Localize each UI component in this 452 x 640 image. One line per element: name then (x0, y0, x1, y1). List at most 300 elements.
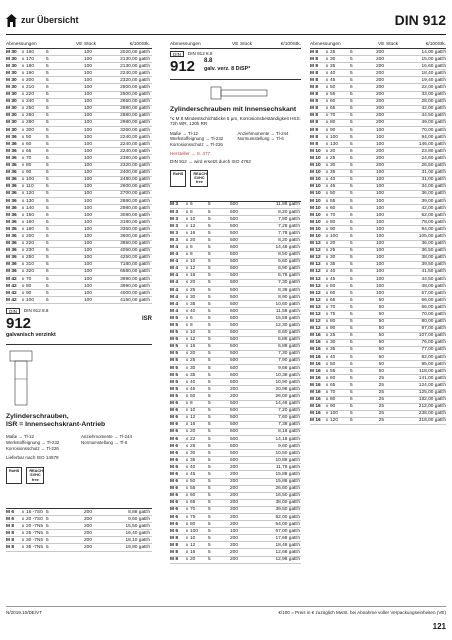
manufacturer-note[interactable]: Hersteller → S. 477 (170, 151, 211, 157)
ve-value: 5 (208, 557, 211, 563)
times-sign: x (21, 241, 25, 247)
price-value: 2650,00 gaEh (120, 99, 150, 105)
price-value: 10,50 gaEh (275, 450, 300, 456)
price-value: 12,98 gaEh (275, 557, 300, 563)
price-value: 39,50 gaEh (421, 262, 446, 268)
table-rows-left (6, 49, 152, 304)
table-row (170, 365, 301, 372)
times-sign: x (325, 85, 329, 91)
table-row (6, 530, 152, 537)
table-row (170, 259, 301, 266)
table-row (310, 219, 446, 226)
ve-value: 5 (46, 113, 49, 119)
compliance-badges (6, 467, 152, 484)
times-sign: x (325, 354, 329, 360)
times-sign: x (325, 113, 329, 119)
ve-value: 5 (208, 521, 211, 527)
price-value: 26,00 gaEh (275, 393, 300, 399)
pieces-value: 25 (378, 397, 384, 403)
ref-corrosion[interactable]: Korrosionsschutz → Tl-226 (170, 141, 223, 147)
length: 8 (190, 401, 193, 407)
ve-value: 5 (350, 113, 353, 119)
table-row (6, 297, 152, 304)
times-sign: x (325, 241, 329, 247)
price-value: 3260,00 gaEh (120, 127, 150, 133)
price-value: 70,00 gaEh (421, 312, 446, 318)
price-value: 3180,00 gaEh (120, 219, 150, 225)
table-row (310, 390, 446, 397)
length: 70 (330, 113, 336, 119)
table-row (310, 134, 446, 141)
ve-value: 5 (208, 393, 211, 399)
table-row (6, 283, 152, 290)
table-row (310, 382, 446, 389)
ref-torque[interactable]: Anziehmomente → Tl-244 (237, 130, 289, 136)
length: 160 (26, 219, 35, 225)
ve-value: 5 (46, 184, 49, 190)
length: 6 (190, 315, 193, 321)
thread-size: M 6 (170, 486, 178, 492)
ve-value: 5 (208, 244, 211, 250)
times-sign: x (185, 351, 189, 357)
header-price: €/100Stk. (425, 41, 446, 47)
ve-value: 5 (46, 219, 49, 225)
thread-size: M 6 (170, 514, 178, 520)
length: 30 (330, 255, 336, 261)
times-sign: x (325, 148, 329, 154)
ve-value: 5 (350, 354, 353, 360)
length: 40 (330, 177, 336, 183)
length: 210 (26, 85, 35, 91)
times-sign: x (325, 212, 329, 218)
times-sign: x (21, 148, 25, 154)
price-value: 3990,00 gaEh (120, 276, 150, 282)
price-value: 4000,00 gaEh (120, 290, 150, 296)
pieces-value: 500 (229, 280, 238, 286)
pieces-value: 500 (229, 450, 238, 456)
pieces-value: 100 (375, 269, 384, 275)
times-sign: x (21, 509, 25, 515)
price-value: 62,00 gaEh (421, 212, 446, 218)
back-to-overview-link[interactable]: zur Übersicht (21, 15, 79, 25)
table-row (170, 337, 301, 344)
times-sign: x (325, 262, 329, 268)
ve-value: 5 (46, 226, 49, 232)
pieces-value: 200 (83, 544, 92, 550)
ve-value: 5 (46, 262, 49, 268)
thread-size: M 10 (310, 148, 321, 154)
table-row (310, 127, 446, 134)
ve-value: 5 (350, 390, 353, 396)
length: 22 (190, 436, 196, 442)
price-value: 2500,00 gaEh (120, 85, 150, 91)
thread-size: M 6 (170, 422, 178, 428)
thread-size: M 8 (310, 113, 318, 119)
header-dimensions: Abmessungen (310, 41, 341, 47)
pieces-value: 200 (229, 386, 238, 392)
ve-value: 5 (350, 219, 353, 225)
table-row (6, 141, 152, 148)
length: 35 (330, 262, 336, 268)
ve-value: 5 (46, 120, 49, 126)
thread-size: M 8 (6, 530, 14, 536)
product-number: 912 (170, 58, 196, 75)
table-row (6, 509, 152, 516)
table-row (170, 443, 301, 450)
length: 55 (330, 92, 336, 98)
thread-size: M 8 (310, 56, 318, 62)
table-row (6, 155, 152, 162)
price-value: 42,00 gaEh (421, 205, 446, 211)
pieces-value: 100 (83, 191, 92, 197)
price-value: 7,30 gaEh (278, 280, 300, 286)
length: 100 (26, 297, 35, 303)
price-value: 44,50 gaEh (421, 276, 446, 282)
times-sign: x (185, 386, 189, 392)
ve-value: 5 (208, 450, 211, 456)
pieces-value: 100 (83, 241, 92, 247)
table-row (6, 113, 152, 120)
price-value: 2980,00 gaEh (120, 120, 150, 126)
pieces-value: 200 (375, 92, 384, 98)
ve-value: 5 (46, 205, 49, 211)
ve-value: 5 (350, 283, 353, 289)
pieces-value: 100 (375, 198, 384, 204)
ref-torque[interactable]: Anziehmomente → Tl-244 (81, 434, 132, 440)
ve-value: 5 (350, 397, 353, 403)
column-middle (170, 40, 301, 564)
price-value: 11,88 gaEh (275, 202, 300, 208)
ve-value: 5 (208, 351, 211, 357)
price-value: 2600,00 gaEh (120, 184, 150, 190)
pieces-value: 200 (83, 530, 92, 536)
ve-value: 5 (208, 337, 211, 343)
header-pieces: Stück (386, 41, 398, 47)
table-row (310, 141, 446, 148)
times-sign: x (21, 283, 25, 289)
house-icon[interactable] (6, 14, 17, 27)
table-row (310, 255, 446, 262)
times-sign: x (185, 344, 189, 350)
reach-badge: REACH SVHC free (190, 170, 208, 187)
ve-value: 5 (208, 344, 211, 350)
pieces-value: 200 (375, 120, 384, 126)
thread-size: M 4 (170, 273, 178, 279)
table-row (6, 290, 152, 297)
ve-value: 5 (46, 537, 49, 543)
length: 120 (26, 191, 35, 197)
times-sign: x (21, 177, 25, 183)
ve-value: 5 (46, 233, 49, 239)
ref-norm[interactable]: Normumstellung → Tl-6 (81, 439, 128, 445)
times-sign: x (325, 333, 329, 339)
ve-value: 5 (46, 99, 49, 105)
table-row (170, 479, 301, 486)
times-sign: x (21, 248, 25, 254)
ve-value: 5 (350, 276, 353, 282)
times-sign: x (21, 255, 25, 261)
thread-size: M 5 (170, 393, 178, 399)
thread-size: M 6 (6, 516, 14, 522)
times-sign: x (185, 358, 189, 364)
length: 180 (26, 226, 35, 232)
thread-size: M 8 (310, 70, 318, 76)
times-sign: x (325, 191, 329, 197)
times-sign: x (325, 226, 329, 232)
ve-value: 5 (208, 287, 211, 293)
table-row (310, 368, 446, 375)
thread-size: M 8 (310, 141, 318, 147)
thread-size: M 6 (170, 415, 178, 421)
times-sign: x (21, 537, 25, 543)
length: 130 (26, 198, 35, 204)
pieces-value: 100 (375, 276, 384, 282)
pieces-value: 100 (83, 141, 92, 147)
pieces-value: 200 (375, 148, 384, 154)
length: 100 (330, 411, 339, 417)
ref-dimensions[interactable]: Maße → Tl-12 (6, 434, 34, 440)
thread-size: M 8 (170, 550, 178, 556)
length: 240 (26, 99, 35, 105)
length: 45 (190, 471, 196, 477)
table-row (170, 386, 301, 393)
thread-size: M 36 (6, 177, 17, 183)
pieces-value: 50 (378, 361, 384, 367)
table-row (170, 237, 301, 244)
table-row (170, 216, 301, 223)
times-sign: x (21, 530, 25, 536)
product-header-galv (6, 307, 152, 345)
times-sign: x (185, 365, 189, 371)
price-value: 6,90 gaEh (278, 266, 300, 272)
table-row (170, 393, 301, 400)
ve-value: 5 (350, 92, 353, 98)
length: 6 (190, 202, 193, 208)
thread-size: M 5 (170, 372, 178, 378)
pieces-value: 100 (83, 92, 92, 98)
times-sign: x (185, 209, 189, 215)
rohs-badge: RoHS (6, 467, 22, 484)
thread-size: M 10 (310, 212, 321, 218)
pieces-value: 50 (378, 347, 384, 353)
price-value: 7,28 gaEh (278, 223, 300, 229)
ve-value: 5 (208, 443, 211, 449)
table-row (6, 56, 152, 63)
ref-material[interactable]: Werkstoffeignung → Tl-232 (6, 439, 60, 445)
price-value: 7,90 gaEh (278, 216, 300, 222)
thread-size: M 30 (6, 99, 17, 105)
ref-material[interactable]: Werkstoffeignung → Tl-232 (170, 136, 224, 142)
pieces-value: 100 (83, 170, 92, 176)
thread-size: M 30 (6, 49, 17, 55)
thread-size: M 10 (310, 205, 321, 211)
thread-size: M 12 (310, 283, 321, 289)
price-value: 2320,00 gaEh (120, 77, 150, 83)
pieces-value: 100 (375, 283, 384, 289)
length: 80 (330, 319, 336, 325)
times-sign: x (325, 120, 329, 126)
reach-badge: REACH SVHC free (26, 467, 44, 484)
table-row (6, 77, 152, 84)
ve-value: 5 (350, 56, 353, 62)
table-row (310, 361, 446, 368)
table-row (170, 422, 301, 429)
din-tag: DIN (6, 308, 20, 314)
table-row (6, 148, 152, 155)
length: 55 (330, 368, 336, 374)
length: 70 (330, 212, 336, 218)
ve-value: 5 (46, 248, 49, 254)
ve-value: 5 (208, 273, 211, 279)
table-row (310, 326, 446, 333)
table-row (170, 436, 301, 443)
price-value: 10,90 gaEh (275, 379, 300, 385)
length: 220 (26, 241, 35, 247)
price-value: 6,88 gaEh (278, 344, 300, 350)
length: 12 (190, 415, 196, 421)
table-row (170, 507, 301, 514)
table-row (170, 514, 301, 521)
price-value: 66,00 gaEh (421, 304, 446, 310)
table-row (310, 191, 446, 198)
pieces-value: 100 (83, 283, 92, 289)
price-value: 6,60 gaEh (278, 259, 300, 265)
pieces-value: 50 (378, 312, 384, 318)
ve-value: 5 (350, 326, 353, 332)
length: 25 (190, 358, 196, 364)
thread-size: M 36 (6, 219, 17, 225)
price-value: 2240,00 gaEh (120, 141, 150, 147)
pieces-value: 200 (229, 514, 238, 520)
length: 160 (26, 49, 35, 55)
times-sign: x (185, 223, 189, 229)
length: 50 (330, 361, 336, 367)
length: 20 (330, 241, 336, 247)
thread-size: M 36 (6, 198, 17, 204)
length: 170 (26, 56, 35, 62)
price-value: 2240,00 gaEh (120, 134, 150, 140)
thread-size: M 8 (310, 99, 318, 105)
thread-size: M 16 (310, 397, 321, 403)
times-sign: x (325, 283, 329, 289)
pieces-value: 100 (375, 127, 384, 133)
times-sign: x (325, 361, 329, 367)
thread-size: M 36 (6, 148, 17, 154)
length: 16 (190, 550, 196, 556)
length: 40 (330, 70, 336, 76)
ve-value: 5 (350, 155, 353, 161)
pieces-value: 500 (229, 422, 238, 428)
ref-norm[interactable]: Normumstellung → Tl-6 (237, 136, 284, 142)
times-sign: x (325, 269, 329, 275)
times-sign: x (325, 368, 329, 374)
thread-size: M 5 (170, 330, 178, 336)
ve-value: 5 (350, 262, 353, 268)
ref-dimensions[interactable]: Maße → Tl-12 (170, 130, 198, 136)
header-pieces: Stück (84, 41, 96, 47)
pieces-value: 500 (229, 337, 238, 343)
pieces-value: 500 (229, 365, 238, 371)
ve-value: 5 (208, 550, 211, 556)
length: 70 (190, 507, 196, 513)
pieces-value: 200 (229, 493, 238, 499)
price-value: 22,00 gaEh (421, 85, 446, 91)
table-row (170, 351, 301, 358)
pieces-value: 100 (375, 255, 384, 261)
ve-value: 5 (208, 415, 211, 421)
din-number: DIN 912 8.8 (187, 51, 213, 56)
times-sign: x (21, 155, 25, 161)
table-row (170, 308, 301, 315)
thread-size: M 30 (6, 92, 17, 98)
length: 10 (190, 259, 196, 265)
thread-size: M 16 (310, 411, 321, 417)
thread-size: M 5 (170, 358, 178, 364)
ve-value: 5 (208, 386, 211, 392)
ve-value: 5 (46, 283, 49, 289)
ve-value: 5 (46, 127, 49, 133)
price-value: 4050,00 gaEh (120, 248, 150, 254)
grade-label: 8.8 (204, 58, 213, 64)
ve-value: 5 (208, 330, 211, 336)
length: 20 -7S0 (26, 516, 43, 522)
ref-corrosion[interactable]: Korrosionsschutz → Tl-226 (6, 445, 59, 451)
length: 35 (330, 63, 336, 69)
times-sign: x (325, 390, 329, 396)
thread-size: M 8 (170, 557, 178, 563)
thread-size: M 10 (310, 155, 321, 161)
ve-value: 5 (208, 500, 211, 506)
pieces-value: 200 (375, 56, 384, 62)
table-row (170, 471, 301, 478)
pieces-value: 100 (83, 212, 92, 218)
thread-size: M 42 (6, 290, 17, 296)
times-sign: x (185, 457, 189, 463)
table-rows-right (310, 49, 446, 425)
pieces-value: 100 (83, 70, 92, 76)
thread-size: M 3 (170, 202, 178, 208)
pieces-value: 200 (83, 523, 92, 529)
times-sign: x (325, 233, 329, 239)
table-row (6, 191, 152, 198)
length: 12 (190, 223, 196, 229)
table-row (310, 106, 446, 113)
thread-size: M 3 (170, 209, 178, 215)
price-value: 57,00 gaEh (421, 290, 446, 296)
ve-value: 5 (350, 418, 353, 424)
length: 16 -7S0 (26, 509, 43, 515)
times-sign: x (21, 134, 25, 140)
length: 100 (190, 528, 199, 534)
pieces-value: 500 (229, 379, 238, 385)
thread-size: M 4 (170, 301, 178, 307)
table-row (170, 415, 301, 422)
thread-size: M 8 (6, 537, 14, 543)
ve-value: 5 (46, 92, 49, 98)
length: 16 (190, 344, 196, 350)
times-sign: x (185, 500, 189, 506)
column-header (170, 40, 301, 49)
times-sign: x (325, 290, 329, 296)
times-sign: x (325, 77, 329, 83)
price-value: 3850,00 gaEh (120, 241, 150, 247)
times-sign: x (325, 340, 329, 346)
pieces-value: 200 (229, 535, 238, 541)
thread-size: M 8 (310, 77, 318, 83)
ve-value: 5 (208, 308, 211, 314)
table-row (170, 330, 301, 337)
length: 30 (190, 450, 196, 456)
